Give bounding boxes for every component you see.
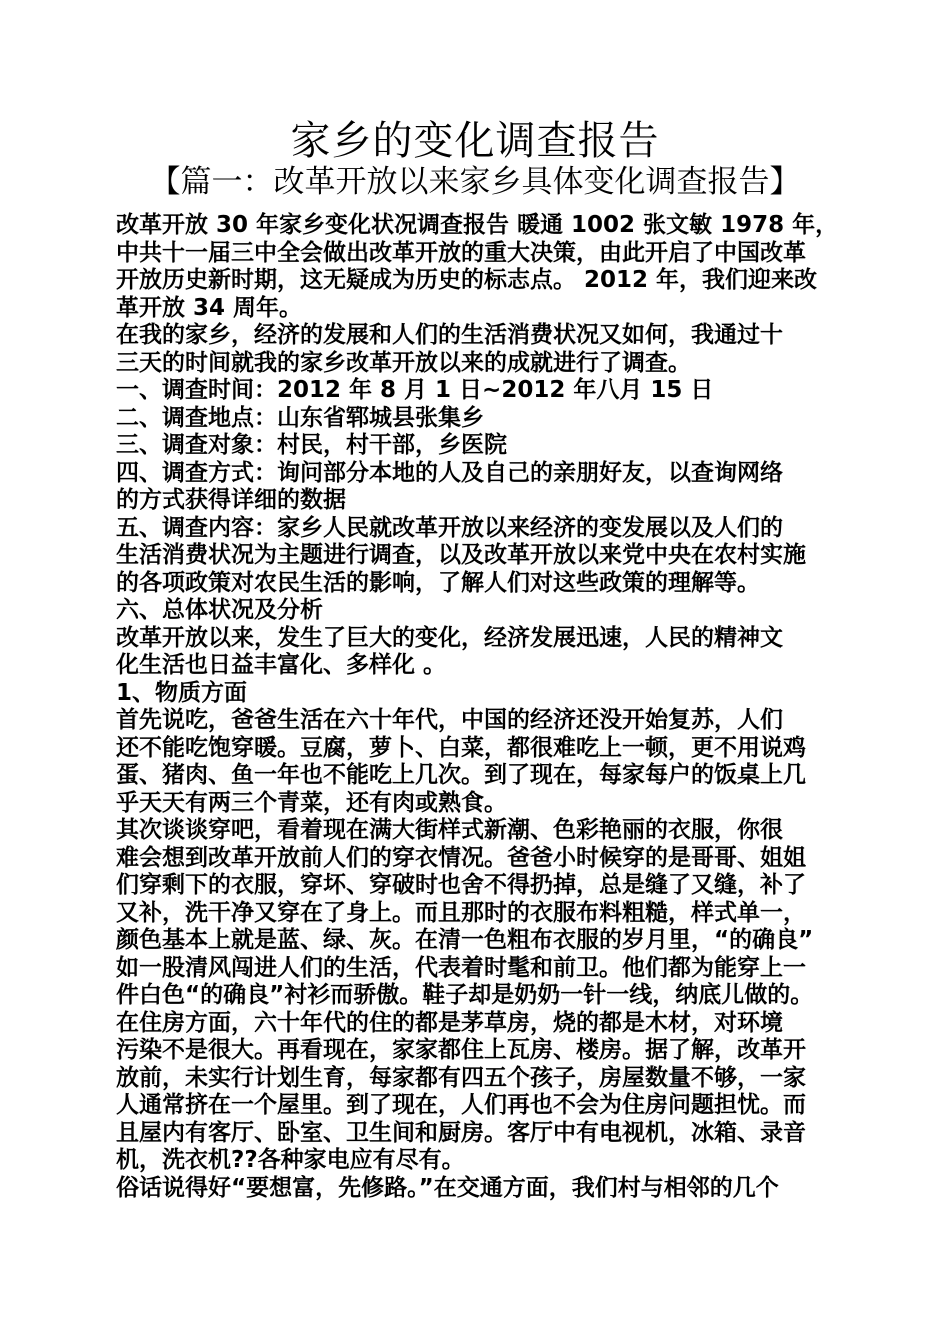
body-line: 件白色“的确良”衬衫而骄傲。鞋子却是奶奶一针一线，纳底儿做的。 bbox=[116, 982, 814, 1008]
body-line: 首先说吃，爸爸生活在六十年代，中国的经济还没开始复苏，人们 bbox=[116, 707, 783, 733]
body-line: 其次谈谈穿吧，看着现在满大街样式新潮、色彩艳丽的衣服，你很 bbox=[116, 817, 783, 843]
body-line: 在住房方面，六十年代的住的都是茅草房，烧的都是木材，对环境 bbox=[116, 1009, 783, 1036]
body-line: 六、总体状况及分析 bbox=[116, 597, 323, 623]
body-line: 难会想到改革开放前人们的穿衣情况。爸爸小时候穿的是哥哥、姐姐 bbox=[116, 844, 806, 871]
body-line: 的方式获得详细的数据 bbox=[116, 487, 346, 513]
body-line: 机，洗衣机??各种家电应有尽有。 bbox=[116, 1147, 465, 1173]
body-line: 如一股清风闯进人们的生活，代表着时髦和前卫。他们都为能穿上一 bbox=[116, 954, 806, 981]
body-line: 还不能吃饱穿暖。豆腐，萝卜、白菜，都很难吃上一顿，更不用说鸡 bbox=[116, 734, 806, 761]
body-line: 生活消费状况为主题进行调查，以及改革开放以来党中央在农村实施 bbox=[116, 542, 806, 568]
document-body bbox=[116, 212, 838, 1202]
body-line: 的各项政策对农民生活的影响，了解人们对这些政策的理解等。 bbox=[116, 569, 760, 596]
body-line: 1、物质方面 bbox=[116, 679, 248, 706]
body-line: 颜色基本上就是蓝、绿、灰。在清一色粗布衣服的岁月里，“的确良” bbox=[116, 927, 814, 953]
document-subtitle: 【篇一：改革开放以来家乡具体变化调查报告】 bbox=[149, 164, 801, 200]
body-line: 中共十一届三中全会做出改革开放的重大决策，由此开启了中国改革 bbox=[116, 239, 806, 266]
body-line: 五、调查内容：家乡人民就改革开放以来经济的变发展以及人们的 bbox=[116, 514, 783, 541]
body-line: 乎天天有两三个青菜，还有肉或熟食。 bbox=[116, 789, 507, 816]
body-line: 人通常挤在一个屋里。到了现在，人们再也不会为住房问题担忧。而 bbox=[116, 1092, 806, 1118]
body-line: 一、调查时间：2012 年 8 月 1 日~2012 年八月 15 日 bbox=[116, 377, 714, 403]
body-line: 开放历史新时期，这无疑成为历史的标志点。 2012 年，我们迎来改 bbox=[116, 267, 818, 293]
body-line: 蛋、猪肉、鱼一年也不能吃上几次。到了现在，每家每户的饭桌上几 bbox=[116, 762, 806, 788]
body-line: 又补，洗干净又穿在了身上。而且那时的衣服布料粗糙，样式单一， bbox=[116, 899, 806, 926]
body-line: 二、调查地点：山东省郓城县张集乡 bbox=[116, 404, 484, 431]
body-line: 且屋内有客厅、卧室、卫生间和厨房。客厅中有电视机，冰箱、录音 bbox=[116, 1119, 806, 1146]
body-line: 们穿剩下的衣服，穿坏、穿破时也舍不得扔掉，总是缝了又缝，补了 bbox=[116, 872, 806, 898]
body-line: 俗话说得好“要想富，先修路。”在交通方面，我们村与相邻的几个 bbox=[116, 1174, 779, 1201]
body-line: 革开放 34 周年。 bbox=[116, 294, 303, 321]
document-title: 家乡的变化调查报告 bbox=[290, 118, 660, 164]
body-line: 改革开放 30 年家乡变化状况调查报告 暖通 1002 张文敏 1978 年， bbox=[116, 212, 838, 238]
body-line: 放前，未实行计划生育，每家都有四五个孩子，房屋数量不够，一家 bbox=[116, 1064, 806, 1091]
body-line: 改革开放以来，发生了巨大的变化，经济发展迅速，人民的精神文 bbox=[116, 624, 783, 651]
body-line: 三、调查对象：村民，村干部，乡医院 bbox=[116, 432, 507, 458]
body-line: 化生活也日益丰富化、多样化 。 bbox=[116, 652, 447, 678]
body-line: 污染不是很大。再看现在，家家都住上瓦房、楼房。据了解，改革开 bbox=[116, 1037, 806, 1063]
body-line: 在我的家乡，经济的发展和人们的生活消费状况又如何，我通过十 bbox=[116, 322, 783, 348]
body-line: 四、调查方式：询问部分本地的人及自己的亲朋好友，以查询网络 bbox=[116, 459, 783, 486]
body-line: 三天的时间就我的家乡改革开放以来的成就进行了调查。 bbox=[116, 349, 691, 376]
